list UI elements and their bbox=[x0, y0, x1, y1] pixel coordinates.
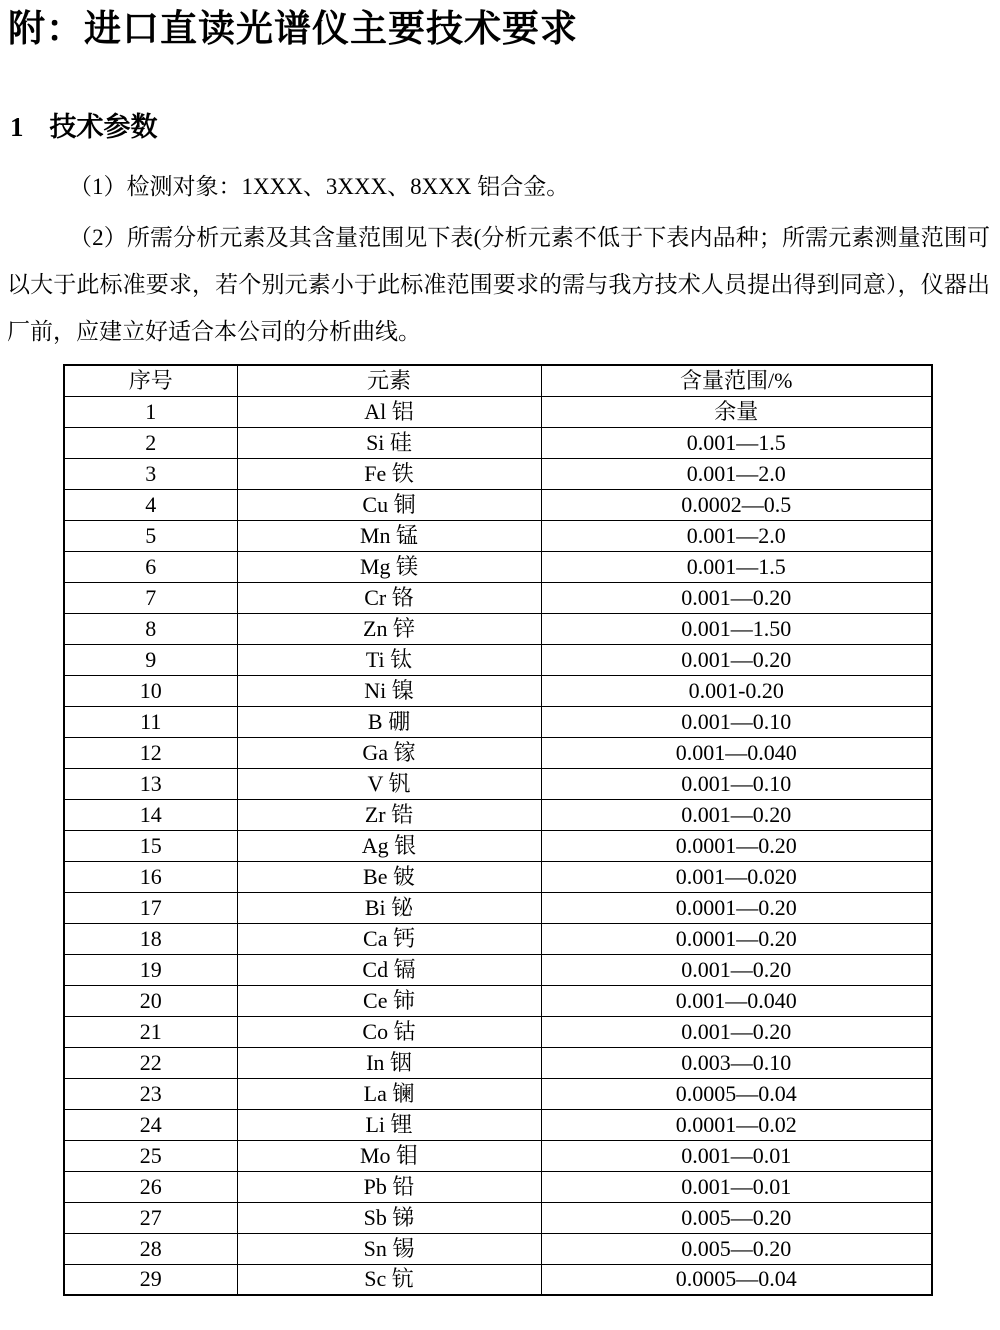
table-row bbox=[64, 1233, 932, 1264]
cell-range: 0.001—1.5 bbox=[541, 427, 932, 458]
cell-element: Cd 镉 bbox=[237, 954, 541, 985]
cell-index: 29 bbox=[64, 1264, 237, 1295]
cell-index: 24 bbox=[64, 1109, 237, 1140]
cell-element: Mg 镁 bbox=[237, 551, 541, 582]
table-row bbox=[64, 923, 932, 954]
cell-index: 8 bbox=[64, 613, 237, 644]
cell-range: 0.0001—0.20 bbox=[541, 923, 932, 954]
cell-element: Ni 镍 bbox=[237, 675, 541, 706]
header-element: 元素 bbox=[237, 365, 541, 396]
cell-range: 0.0002—0.5 bbox=[541, 489, 932, 520]
cell-element: Co 钴 bbox=[237, 1016, 541, 1047]
cell-index: 5 bbox=[64, 520, 237, 551]
table-row bbox=[64, 799, 932, 830]
cell-range: 0.001—1.50 bbox=[541, 613, 932, 644]
cell-element: Cu 铜 bbox=[237, 489, 541, 520]
cell-element: Li 锂 bbox=[237, 1109, 541, 1140]
table-row bbox=[64, 427, 932, 458]
cell-index: 13 bbox=[64, 768, 237, 799]
cell-index: 28 bbox=[64, 1233, 237, 1264]
table-row bbox=[64, 458, 932, 489]
cell-range: 0.001—0.20 bbox=[541, 954, 932, 985]
table-row bbox=[64, 1202, 932, 1233]
cell-index: 27 bbox=[64, 1202, 237, 1233]
cell-element: Zn 锌 bbox=[237, 613, 541, 644]
table-row bbox=[64, 1171, 932, 1202]
cell-index: 11 bbox=[64, 706, 237, 737]
cell-range: 0.001—0.040 bbox=[541, 737, 932, 768]
cell-index: 2 bbox=[64, 427, 237, 458]
cell-index: 9 bbox=[64, 644, 237, 675]
elements-table bbox=[63, 364, 933, 1296]
cell-index: 14 bbox=[64, 799, 237, 830]
table-row bbox=[64, 675, 932, 706]
cell-element: Bi 铋 bbox=[237, 892, 541, 923]
cell-range: 0.001—0.10 bbox=[541, 706, 932, 737]
cell-range: 0.001—0.10 bbox=[541, 768, 932, 799]
cell-element: Mo 钼 bbox=[237, 1140, 541, 1171]
table-row bbox=[64, 644, 932, 675]
section-number: 1 bbox=[10, 112, 24, 143]
cell-index: 19 bbox=[64, 954, 237, 985]
table-row bbox=[64, 582, 932, 613]
cell-element: V 钒 bbox=[237, 768, 541, 799]
cell-index: 23 bbox=[64, 1078, 237, 1109]
cell-element: Ti 钛 bbox=[237, 644, 541, 675]
cell-element: Ag 银 bbox=[237, 830, 541, 861]
cell-element: Sc 钪 bbox=[237, 1264, 541, 1295]
table-row bbox=[64, 1140, 932, 1171]
cell-range: 余量 bbox=[541, 396, 932, 427]
cell-range: 0.0001—0.02 bbox=[541, 1109, 932, 1140]
cell-index: 1 bbox=[64, 396, 237, 427]
table-row bbox=[64, 1016, 932, 1047]
cell-index: 15 bbox=[64, 830, 237, 861]
table-row bbox=[64, 985, 932, 1016]
cell-element: Ce 铈 bbox=[237, 985, 541, 1016]
table-row bbox=[64, 1078, 932, 1109]
cell-element: Ga 镓 bbox=[237, 737, 541, 768]
cell-element: Al 铝 bbox=[237, 396, 541, 427]
table-row bbox=[64, 613, 932, 644]
cell-range: 0.005—0.20 bbox=[541, 1233, 932, 1264]
section-title: 技术参数 bbox=[49, 112, 158, 143]
cell-range: 0.001—0.020 bbox=[541, 861, 932, 892]
table-row bbox=[64, 396, 932, 427]
table-header-row bbox=[64, 365, 932, 396]
cell-range: 0.001—2.0 bbox=[541, 458, 932, 489]
cell-element: Fe 铁 bbox=[237, 458, 541, 489]
table-row bbox=[64, 706, 932, 737]
cell-range: 0.0001—0.20 bbox=[541, 892, 932, 923]
cell-range: 0.001—1.5 bbox=[541, 551, 932, 582]
table-row bbox=[64, 551, 932, 582]
cell-index: 12 bbox=[64, 737, 237, 768]
cell-element: Zr 锆 bbox=[237, 799, 541, 830]
cell-element: Cr 铬 bbox=[237, 582, 541, 613]
cell-range: 0.001—0.01 bbox=[541, 1140, 932, 1171]
cell-index: 25 bbox=[64, 1140, 237, 1171]
paragraph-analysis-elements: （2）所需分析元素及其含量范围见下表(分析元素不低于下表内品种；所需元素测量范围可以大于此标准要求，若个别元素小于此标准范围要求的需与我方技术人员提出得到同意），仪器出厂前，应建立好适合本公司的分析曲线。 bbox=[7, 225, 990, 345]
cell-index: 22 bbox=[64, 1047, 237, 1078]
cell-index: 21 bbox=[64, 1016, 237, 1047]
cell-element: Si 硅 bbox=[237, 427, 541, 458]
table-row bbox=[64, 954, 932, 985]
header-index: 序号 bbox=[64, 365, 237, 396]
cell-index: 4 bbox=[64, 489, 237, 520]
header-range: 含量范围/% bbox=[541, 365, 932, 396]
cell-range: 0.001—2.0 bbox=[541, 520, 932, 551]
paragraph-detection-target: （1）检测对象：1XXX、3XXX、8XXX 铝合金。 bbox=[69, 174, 570, 200]
cell-index: 18 bbox=[64, 923, 237, 954]
cell-range: 0.001—0.20 bbox=[541, 582, 932, 613]
cell-element: Sb 锑 bbox=[237, 1202, 541, 1233]
table-row bbox=[64, 1047, 932, 1078]
cell-range: 0.001-0.20 bbox=[541, 675, 932, 706]
cell-range: 0.005—0.20 bbox=[541, 1202, 932, 1233]
cell-index: 6 bbox=[64, 551, 237, 582]
cell-range: 0.001—0.20 bbox=[541, 1016, 932, 1047]
cell-index: 16 bbox=[64, 861, 237, 892]
cell-range: 0.001—0.20 bbox=[541, 644, 932, 675]
cell-range: 0.001—0.01 bbox=[541, 1171, 932, 1202]
cell-range: 0.003—0.10 bbox=[541, 1047, 932, 1078]
table-row bbox=[64, 892, 932, 923]
table-row bbox=[64, 830, 932, 861]
cell-range: 0.0005—0.04 bbox=[541, 1264, 932, 1295]
table-row bbox=[64, 520, 932, 551]
cell-index: 20 bbox=[64, 985, 237, 1016]
document-title: 附：进口直读光谱仪主要技术要求 bbox=[8, 9, 578, 50]
cell-range: 0.0001—0.20 bbox=[541, 830, 932, 861]
cell-element: Pb 铅 bbox=[237, 1171, 541, 1202]
cell-index: 10 bbox=[64, 675, 237, 706]
table-row bbox=[64, 489, 932, 520]
section-heading bbox=[10, 112, 990, 143]
cell-index: 17 bbox=[64, 892, 237, 923]
cell-element: Sn 锡 bbox=[237, 1233, 541, 1264]
table-body bbox=[64, 396, 932, 1295]
cell-index: 3 bbox=[64, 458, 237, 489]
table-row bbox=[64, 1264, 932, 1295]
table-row bbox=[64, 1109, 932, 1140]
cell-element: B 硼 bbox=[237, 706, 541, 737]
table-row bbox=[64, 737, 932, 768]
table-row bbox=[64, 861, 932, 892]
cell-range: 0.001—0.040 bbox=[541, 985, 932, 1016]
cell-element: La 镧 bbox=[237, 1078, 541, 1109]
cell-index: 7 bbox=[64, 582, 237, 613]
table-row bbox=[64, 768, 932, 799]
cell-range: 0.001—0.20 bbox=[541, 799, 932, 830]
cell-index: 26 bbox=[64, 1171, 237, 1202]
cell-element: In 铟 bbox=[237, 1047, 541, 1078]
cell-element: Ca 钙 bbox=[237, 923, 541, 954]
cell-element: Mn 锰 bbox=[237, 520, 541, 551]
cell-element: Be 铍 bbox=[237, 861, 541, 892]
cell-range: 0.0005—0.04 bbox=[541, 1078, 932, 1109]
